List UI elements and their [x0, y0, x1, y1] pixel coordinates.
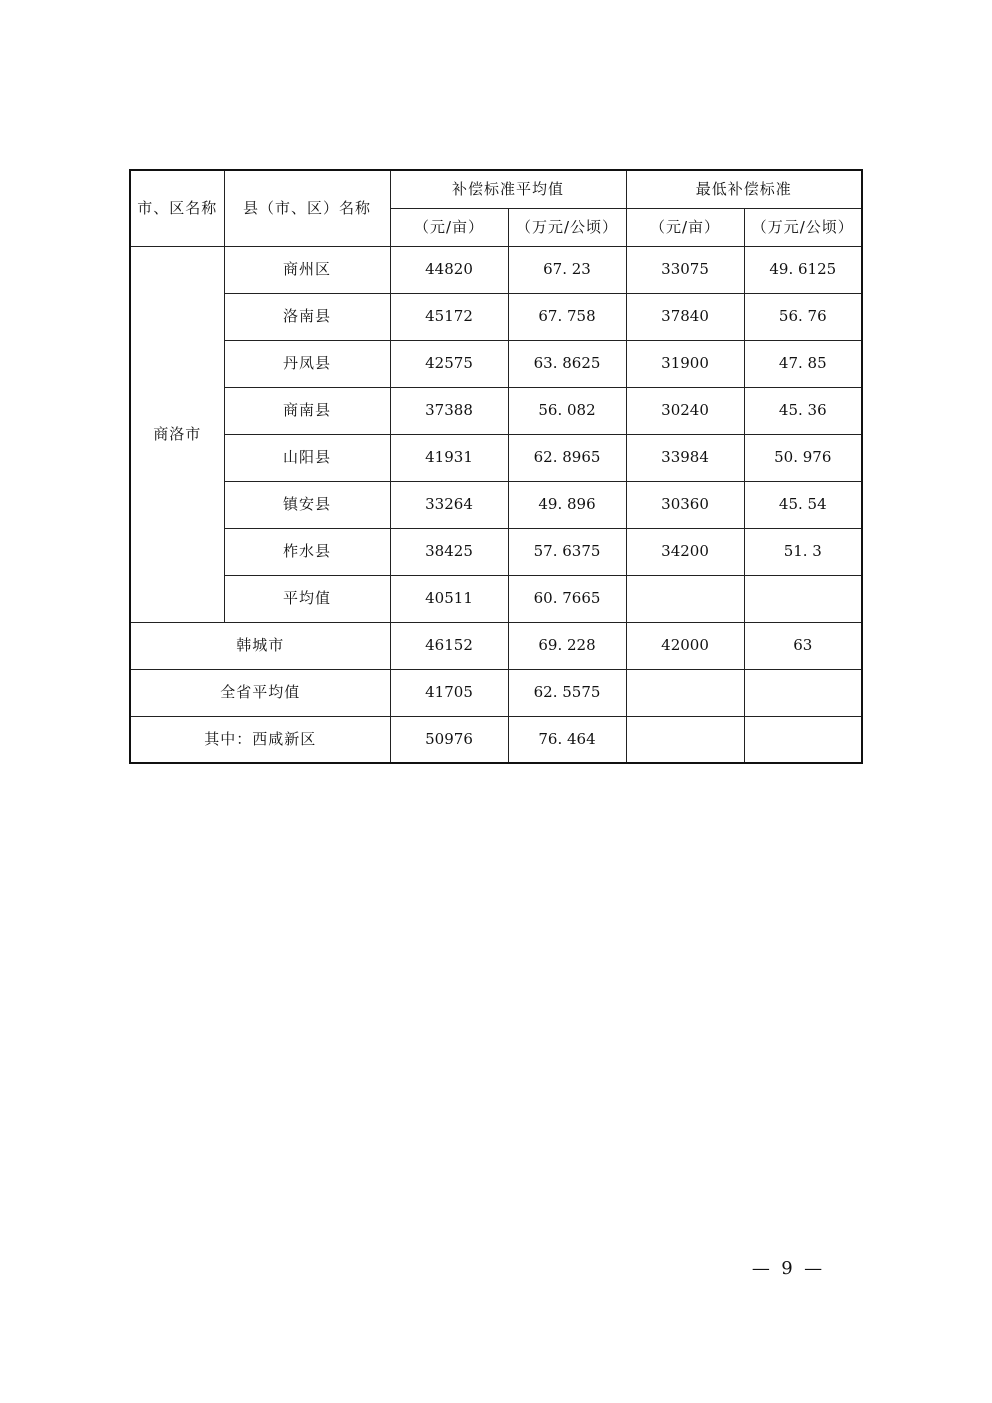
min-yuan-cell: 34200: [626, 528, 744, 575]
avg-wan-cell: 67. 758: [508, 293, 626, 340]
table-row: [130, 246, 862, 293]
min-wan-cell: [744, 575, 862, 622]
merged-label-cell: 全省平均值: [130, 669, 390, 716]
table-row: [130, 340, 862, 387]
unit-avg-yuan-per-mu: （元/亩）: [390, 208, 508, 246]
county-name-cell: 洛南县: [224, 293, 390, 340]
avg-yuan-cell: 40511: [390, 575, 508, 622]
table-row: [130, 434, 862, 481]
city-name-cell: 商洛市: [130, 246, 224, 622]
min-wan-cell: 47. 85: [744, 340, 862, 387]
min-yuan-cell: [626, 575, 744, 622]
county-name-cell: 丹凤县: [224, 340, 390, 387]
header-average-standard: 补偿标准平均值: [390, 170, 626, 208]
county-name-cell: 镇安县: [224, 481, 390, 528]
avg-wan-cell: 67. 23: [508, 246, 626, 293]
table-row: [130, 528, 862, 575]
avg-wan-cell: 56. 082: [508, 387, 626, 434]
avg-yuan-cell: 42575: [390, 340, 508, 387]
min-yuan-cell: 42000: [626, 622, 744, 669]
table-row: [130, 293, 862, 340]
avg-yuan-cell: 41705: [390, 669, 508, 716]
unit-min-wan-per-hectare: （万元/公顷）: [744, 208, 862, 246]
min-yuan-cell: [626, 716, 744, 763]
min-wan-cell: 45. 54: [744, 481, 862, 528]
header-minimum-standard: 最低补偿标准: [626, 170, 862, 208]
merged-label-cell: 韩城市: [130, 622, 390, 669]
table-row: [130, 387, 862, 434]
avg-wan-cell: 60. 7665: [508, 575, 626, 622]
table-row: [130, 716, 862, 763]
min-wan-cell: [744, 669, 862, 716]
unit-min-yuan-per-mu: （元/亩）: [626, 208, 744, 246]
avg-yuan-cell: 50976: [390, 716, 508, 763]
unit-avg-wan-per-hectare: （万元/公顷）: [508, 208, 626, 246]
min-wan-cell: 63: [744, 622, 862, 669]
min-yuan-cell: 33984: [626, 434, 744, 481]
min-yuan-cell: 33075: [626, 246, 744, 293]
header-county-name: 县（市、区）名称: [224, 170, 390, 246]
min-yuan-cell: 31900: [626, 340, 744, 387]
avg-yuan-cell: 46152: [390, 622, 508, 669]
header-city-name: 市、区名称: [130, 170, 224, 246]
merged-label-cell: 其中：西咸新区: [130, 716, 390, 763]
avg-yuan-cell: 37388: [390, 387, 508, 434]
avg-wan-cell: 62. 5575: [508, 669, 626, 716]
avg-yuan-cell: 41931: [390, 434, 508, 481]
min-wan-cell: [744, 716, 862, 763]
min-yuan-cell: [626, 669, 744, 716]
compensation-standard-table: [129, 169, 863, 764]
table-row: [130, 481, 862, 528]
table-header-row: [130, 170, 862, 208]
county-name-cell: 平均值: [224, 575, 390, 622]
min-wan-cell: 49. 6125: [744, 246, 862, 293]
table-row: [130, 669, 862, 716]
min-wan-cell: 45. 36: [744, 387, 862, 434]
avg-yuan-cell: 44820: [390, 246, 508, 293]
avg-wan-cell: 76. 464: [508, 716, 626, 763]
avg-yuan-cell: 38425: [390, 528, 508, 575]
avg-wan-cell: 49. 896: [508, 481, 626, 528]
min-wan-cell: 51. 3: [744, 528, 862, 575]
county-name-cell: 商州区: [224, 246, 390, 293]
min-wan-cell: 56. 76: [744, 293, 862, 340]
county-name-cell: 柞水县: [224, 528, 390, 575]
avg-wan-cell: 63. 8625: [508, 340, 626, 387]
avg-wan-cell: 62. 8965: [508, 434, 626, 481]
avg-wan-cell: 57. 6375: [508, 528, 626, 575]
avg-yuan-cell: 33264: [390, 481, 508, 528]
page-number: — 9 —: [751, 1258, 823, 1279]
avg-wan-cell: 69. 228: [508, 622, 626, 669]
min-yuan-cell: 30240: [626, 387, 744, 434]
table-row: [130, 622, 862, 669]
avg-yuan-cell: 45172: [390, 293, 508, 340]
min-yuan-cell: 37840: [626, 293, 744, 340]
table-row: [130, 575, 862, 622]
min-yuan-cell: 30360: [626, 481, 744, 528]
min-wan-cell: 50. 976: [744, 434, 862, 481]
county-name-cell: 商南县: [224, 387, 390, 434]
county-name-cell: 山阳县: [224, 434, 390, 481]
